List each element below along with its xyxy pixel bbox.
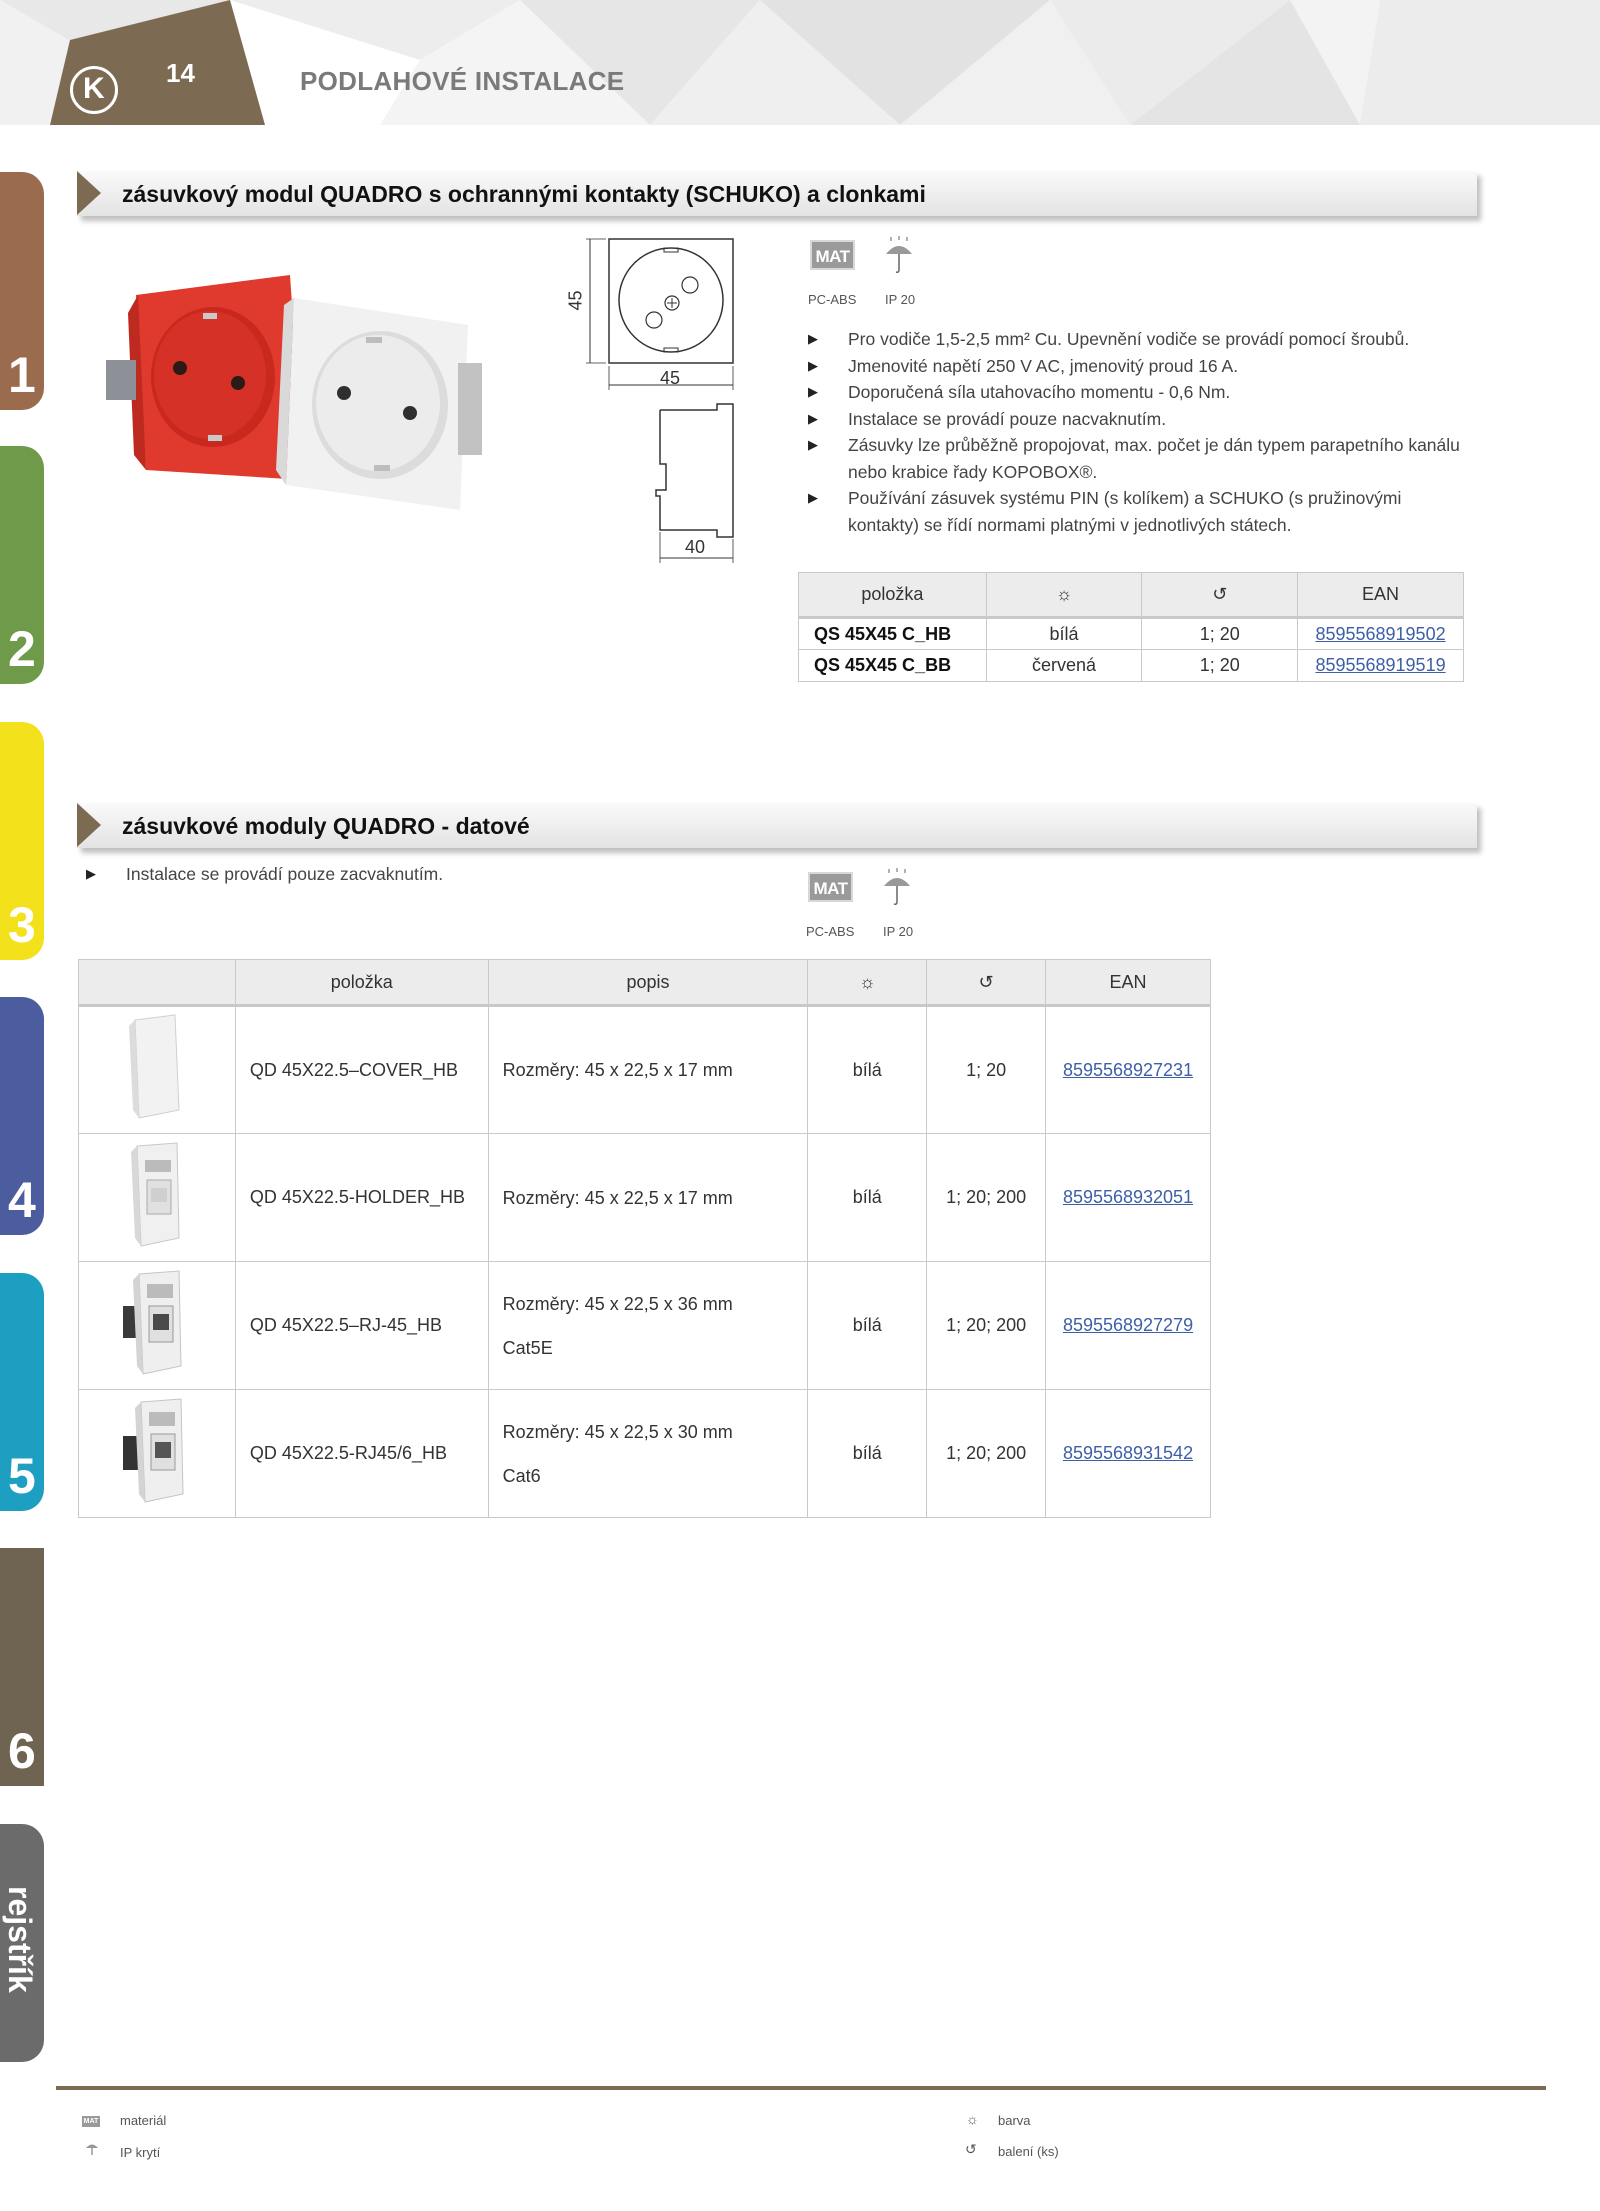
section-arrow-icon [77,171,101,215]
material-label: PC-ABS [808,292,857,307]
product-code: QS 45X45 C_HB [799,618,987,650]
section2-feature-list [84,861,584,888]
section1-title: zásuvkový modul QUADRO s ochrannými kontakty (SCHUKO) a clonkami [122,181,926,207]
product-dimensions: Rozměry: 45 x 22,5 x 36 mm [502,1293,733,1314]
product-color: bílá [808,1390,927,1518]
side-tab-1[interactable]: 1 [0,172,44,410]
product-pack: 1; 20; 200 [927,1134,1046,1262]
feature-item: ▶ Instalace se provádí pouze nacvaknutím. [806,406,1466,433]
product-code: QD 45X22.5-RJ45/6_HB [235,1390,488,1518]
product-color: bílá [808,1006,927,1134]
product-color: bílá [808,1262,927,1390]
side-tab-2[interactable]: 2 [0,446,44,684]
product-code: QS 45X45 C_BB [799,650,987,682]
legend-ip-icon [84,2140,100,2158]
feature-item: ▶ Jmenovité napětí 250 V AC, jmenovitý proud 16 A. [806,353,1466,380]
col-header-color-icon: ☼ [986,573,1142,618]
page-header [0,0,1600,125]
section2-title-bar [77,803,1477,848]
dim-depth: 40 [685,537,706,557]
legend-pack-label: balení (ks) [998,2144,1059,2159]
product-pack: 1; 20; 200 [927,1262,1046,1390]
side-tab-index-label: rejstřík [2,1886,38,1993]
material-icon: MAT [808,872,853,902]
section2-title: zásuvkové moduly QUADRO - datové [122,813,530,839]
ean-link[interactable]: 8595568931542 [1062,1443,1194,1463]
ip-rating-icon [880,868,914,908]
ip-label: IP 20 [885,292,916,307]
ean-link[interactable]: 8595568927231 [1062,1059,1194,1080]
company-logo [70,66,118,114]
table-row [799,618,1464,650]
dim-height: 45 [565,290,586,311]
col-header-item: položka [235,960,488,1006]
table-row [799,650,1464,682]
section1-product-table [798,572,1464,682]
legend-color-icon: ☼ [966,2111,979,2127]
chapter-title: PODLAHOVÉ INSTALACE [300,66,625,96]
table-row [79,1134,1211,1262]
product-image-rj45-cat6 [117,1394,197,1509]
product-category: Cat6 [502,1465,541,1486]
product-pack: 1; 20 [1142,618,1298,650]
side-tab-6[interactable]: 6 [0,1548,44,1786]
ean-link[interactable]: 8595568919502 [1315,623,1446,644]
legend-material-label: materiál [120,2113,167,2128]
table-row [79,1390,1211,1518]
section-arrow-icon [77,803,101,847]
legend-ip-label: IP krytí [120,2145,161,2160]
product-pack: 1; 20 [1142,650,1298,682]
table-header-row [799,573,1464,618]
feature-item: ▶ Používání zásuvek systému PIN (s kolíkem) a SCHUKO (s pružinovými kontakty) se řídí normami platnými v jednotlivých státech. [806,485,1466,538]
feature-item: ▶ Zásuvky lze průběžně propojovat, max. počet je dán typem parapetního kanálu nebo krabice řady KOPOBOX®. [806,432,1466,485]
technical-drawing [560,232,745,567]
feature-item: ▶ Doporučená síla utahovacího momentu - 0,6 Nm. [806,379,1466,406]
product-code: QD 45X22.5–RJ-45_HB [235,1262,488,1390]
product-image-rj45 [117,1266,197,1381]
legend-color-label: barva [998,2113,1031,2128]
product-code: QD 45X22.5-HOLDER_HB [235,1134,488,1262]
ip-label: IP 20 [883,924,914,939]
legend-material-icon: MAT [83,2118,99,2125]
footer-divider [56,2086,1546,2090]
table-row [79,1262,1211,1390]
side-tab-5[interactable]: 5 [0,1273,44,1511]
side-tab-index[interactable] [0,1824,44,2062]
col-header-pack-icon: ↺ [927,960,1046,1006]
col-header-pack-icon: ↺ [1142,573,1298,618]
product-pack: 1; 20 [927,1006,1046,1134]
legend-pack-icon: ↺ [965,2141,977,2157]
product-color: bílá [808,1134,927,1262]
col-header-ean: EAN [1298,573,1464,618]
table-header-row [79,960,1211,1006]
ip-rating-icon [882,236,916,276]
col-header-item: položka [799,573,987,618]
col-header-ean: EAN [1046,960,1211,1006]
ean-link[interactable]: 8595568919519 [1315,655,1446,675]
product-dimensions: Rozměry: 45 x 22,5 x 30 mm [502,1421,733,1442]
page-number: 14 [166,58,195,88]
col-header-description: popis [488,960,808,1006]
side-tab-4[interactable]: 4 [0,997,44,1235]
product-image-holder [117,1138,197,1253]
product-color: bílá [986,618,1142,650]
feature-item: ▶ Pro vodiče 1,5-2,5 mm² Cu. Upevnění vodiče se provádí pomocí šroubů. [806,326,1466,353]
header-background [0,0,1600,125]
col-header-color-icon: ☼ [808,960,927,1006]
product-code: QD 45X22.5–COVER_HB [235,1006,488,1134]
material-icon: MAT [810,240,855,270]
product-image-cover [117,1010,197,1125]
ean-link[interactable]: 8595568932051 [1062,1187,1194,1207]
table-row [79,1006,1211,1134]
feature-item: ▶ Instalace se provádí pouze zacvaknutím. [84,861,584,888]
side-tab-3[interactable]: 3 [0,722,44,960]
section2-product-table [78,959,1211,1518]
section1-title-bar [77,171,1477,216]
product-dimensions: Rozměry: 45 x 22,5 x 17 mm [502,1060,733,1080]
product-color: červená [986,650,1142,682]
section1-feature-list [806,326,1466,538]
material-label: PC-ABS [806,924,855,939]
product-dimensions: Rozměry: 45 x 22,5 x 17 mm [502,1187,733,1208]
dim-width: 45 [660,368,681,388]
ean-link[interactable]: 8595568927279 [1062,1315,1194,1335]
col-header-image [79,960,236,1006]
product-photo-schuko [98,265,493,515]
product-category: Cat5E [502,1337,553,1358]
product-pack: 1; 20; 200 [927,1390,1046,1518]
